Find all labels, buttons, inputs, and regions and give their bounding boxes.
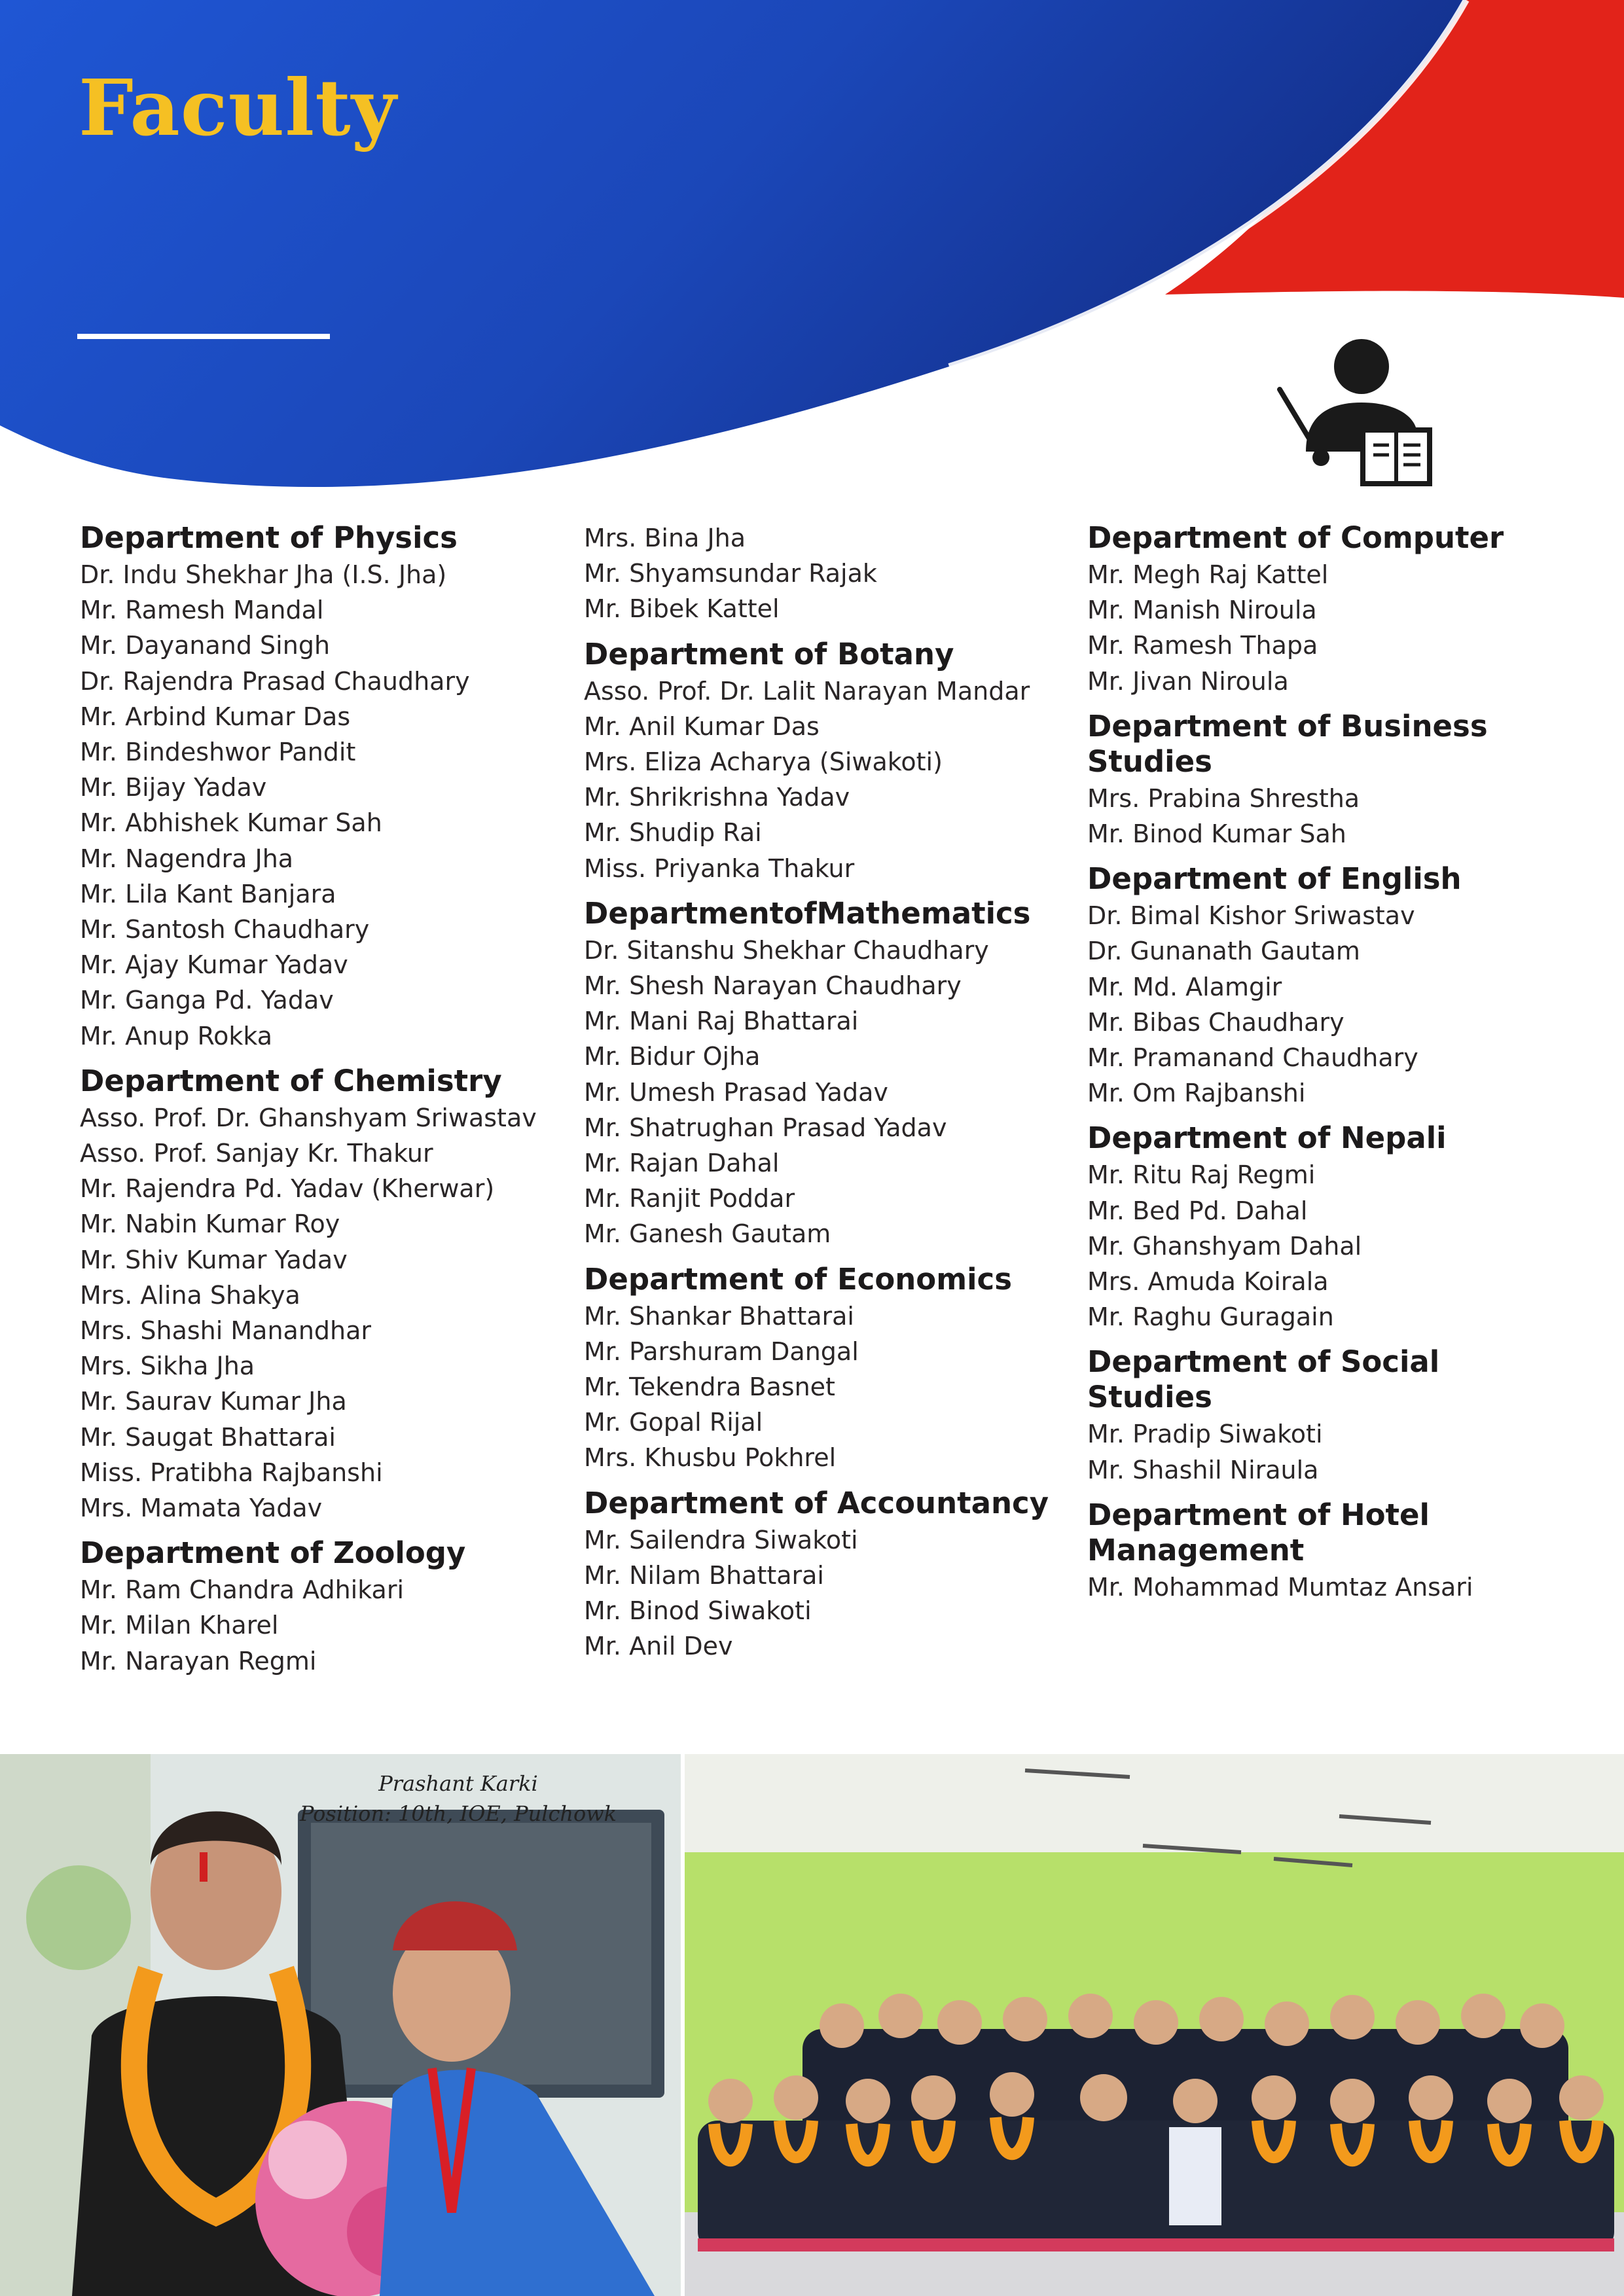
member-name: Mr. Bidur Ojha [584,1042,761,1071]
member-name: Mr. Md. Alamgir [1087,972,1282,1001]
faculty-column-1 [80,520,577,1689]
member-name: Mr. Shankar Bhattarai [584,1301,854,1331]
department-heading: Department of Computer [1087,520,1504,555]
member-name: Asso. Prof. Sanjay Kr. Thakur [80,1139,433,1168]
member-name: Mr. Mani Raj Bhattarai [584,1007,859,1036]
member-list [1087,1416,1585,1487]
member-name: Mr. Bed Pd. Dahal [1087,1196,1308,1225]
department-heading: Department of Business Studies [1087,708,1488,779]
member-list [584,520,1081,627]
member-list [80,557,577,1054]
department-physics [80,520,577,1054]
department-heading: DepartmentofMathematics [584,895,1031,931]
member-name: Dr. Bimal Kishor Sriwastav [1087,901,1415,931]
faculty-column-2 [584,520,1081,1674]
member-name: Mr. Nilam Bhattarai [584,1560,824,1590]
member-name: Mr. Nabin Kumar Roy [80,1210,340,1239]
student-felicitation-photo [0,1754,681,2296]
member-name: Mr. Jivan Niroula [1087,666,1289,696]
department-heading: Department of Physics [80,520,458,555]
member-name: Mr. Shrikrishna Yadav [584,783,850,812]
teacher-presentation-icon [1270,337,1434,488]
member-name: Mr. Shatrughan Prasad Yadav [584,1113,947,1142]
photo-strip [0,1754,1624,2296]
member-name: Miss. Priyanka Thakur [584,853,855,883]
member-name: Mr. Shashil Niraula [1087,1455,1319,1484]
member-name: Mr. Anil Kumar Das [584,711,820,741]
member-list [1087,898,1585,1111]
department-botany [584,637,1081,886]
member-name: Mr. Shyamsundar Rajak [584,559,877,588]
member-name: Mr. Saurav Kumar Jha [80,1387,347,1416]
page-title: Faculty [79,62,397,153]
department-heading: Department of Economics [584,1261,1012,1297]
member-name: Mr. Manish Niroula [1087,596,1317,625]
department-zoology [80,1535,577,1679]
member-name: Mrs. Bina Jha [584,524,746,552]
member-list [1087,557,1585,699]
department-economics [584,1262,1081,1476]
member-name: Mr. Shiv Kumar Yadav [80,1245,348,1274]
department-zoology-continued [584,520,1081,627]
department-hotel-management [1087,1498,1585,1605]
department-chemistry [80,1064,577,1526]
member-name: Mr. Ramesh Mandal [80,596,324,625]
member-list [584,1299,1081,1476]
member-name: Mrs. Prabina Shrestha [1087,783,1360,813]
member-name: Mr. Saugat Bhattarai [80,1422,336,1452]
member-name: Mr. Milan Kharel [80,1611,279,1640]
member-name: Mr. Tekendra Basnet [584,1372,835,1402]
member-name: Mr. Shesh Narayan Chaudhary [584,971,962,1001]
member-name: Mrs. Sikha Jha [80,1352,255,1381]
member-list [584,673,1081,886]
department-heading: Department of Nepali [1087,1121,1447,1156]
member-name: Mr. Shudip Rai [584,818,762,848]
member-name: Mr. Ghanshyam Dahal [1087,1231,1362,1261]
member-name: Mr. Arbind Kumar Das [80,702,351,731]
department-heading: Department of English [1087,861,1462,897]
department-business-studies [1087,709,1585,852]
member-name: Dr. Sitanshu Shekhar Chaudhary [584,935,989,965]
photo-caption-name: Prashant Karki [378,1771,538,1796]
header-banner [0,0,1624,497]
member-name: Mr. Dayanand Singh [80,631,331,660]
member-name: Mr. Bindeshwor Pandit [80,738,356,767]
department-mathematics [584,896,1081,1252]
department-nepali [1087,1121,1585,1335]
department-accountancy [584,1486,1081,1664]
group-photo [685,1754,1624,2296]
member-name: Asso. Prof. Dr. Lalit Narayan Mandar [584,676,1030,706]
member-name: Mr. Umesh Prasad Yadav [584,1077,888,1107]
member-name: Mr. Gopal Rijal [584,1408,763,1437]
member-name: Mr. Mohammad Mumtaz Ansari [1087,1572,1473,1602]
member-name: Mr. Ganesh Gautam [584,1219,831,1249]
member-name: Mr. Pramanand Chaudhary [1087,1043,1418,1073]
member-name: Mrs. Shashi Manandhar [80,1316,372,1346]
member-name: Mr. Sailendra Siwakoti [584,1525,858,1554]
member-name: Dr. Indu Shekhar Jha (I.S. Jha) [80,560,447,589]
department-heading: Department of Hotel Management [1087,1497,1430,1568]
member-name: Mr. Ram Chandra Adhikari [80,1575,405,1605]
member-name: Mrs. Amuda Koirala [1087,1267,1329,1297]
title-underline [77,334,330,339]
member-name: Dr. Gunanath Gautam [1087,937,1360,966]
department-heading: Department of Chemistry [80,1063,502,1098]
member-name: Mrs. Mamata Yadav [80,1494,323,1523]
department-heading: Department of Accountancy [584,1485,1049,1520]
member-name: Mr. Binod Kumar Sah [1087,819,1346,849]
department-heading: Department of Zoology [80,1535,466,1571]
member-name: Mr. Pradip Siwakoti [1087,1420,1323,1449]
photo-caption-position: Position: 10th, IOE, Pulchowk [299,1801,617,1826]
member-name: Mr. Lila Kant Banjara [80,879,336,908]
member-name: Mr. Om Rajbanshi [1087,1079,1306,1108]
member-name: Mr. Narayan Regmi [80,1646,317,1676]
member-name: Mrs. Eliza Acharya (Siwakoti) [584,747,943,777]
department-computer [1087,520,1585,699]
member-name: Mr. Bibek Kattel [584,594,780,624]
member-list [584,933,1081,1252]
member-name: Mrs. Alina Shakya [80,1280,300,1310]
member-name: Asso. Prof. Dr. Ghanshyam Sriwastav [80,1103,537,1132]
member-list [584,1522,1081,1664]
department-english [1087,861,1585,1111]
department-heading: Department of Social Studies [1087,1344,1440,1415]
member-list [1087,781,1585,852]
member-name: Mr. Binod Siwakoti [584,1596,812,1626]
member-name: Mr. Nagendra Jha [80,844,294,873]
department-social-studies [1087,1344,1585,1487]
member-name: Mr. Ramesh Thapa [1087,631,1318,660]
member-name: Mr. Parshuram Dangal [584,1336,859,1366]
member-list [80,1572,577,1679]
member-name: Mr. Anil Dev [584,1632,733,1661]
member-name: Mr. Ajay Kumar Yadav [80,950,348,980]
member-list [1087,1570,1585,1605]
member-name: Mr. Rajendra Pd. Yadav (Kherwar) [80,1174,495,1204]
member-name: Mr. Rajan Dahal [584,1149,780,1178]
member-name: Mr. Anup Rokka [80,1021,273,1050]
member-name: Dr. Rajendra Prasad Chaudhary [80,666,470,696]
member-name: Miss. Pratibha Rajbanshi [80,1458,383,1487]
member-name: Mrs. Khusbu Pokhrel [584,1443,837,1473]
member-name: Mr. Ranjit Poddar [584,1184,795,1213]
member-name: Mr. Megh Raj Kattel [1087,560,1329,589]
member-name: Mr. Ritu Raj Regmi [1087,1160,1316,1190]
member-name: Mr. Ganga Pd. Yadav [80,986,334,1015]
member-list [80,1100,577,1526]
faculty-column-3 [1087,520,1585,1615]
member-name: Mr. Bijay Yadav [80,773,267,802]
member-name: Mr. Abhishek Kumar Sah [80,808,382,838]
member-name: Mr. Bibas Chaudhary [1087,1007,1344,1037]
member-name: Mr. Raghu Guragain [1087,1302,1334,1332]
member-name: Mr. Santosh Chaudhary [80,915,370,944]
department-heading: Department of Botany [584,636,954,672]
member-list [1087,1157,1585,1335]
